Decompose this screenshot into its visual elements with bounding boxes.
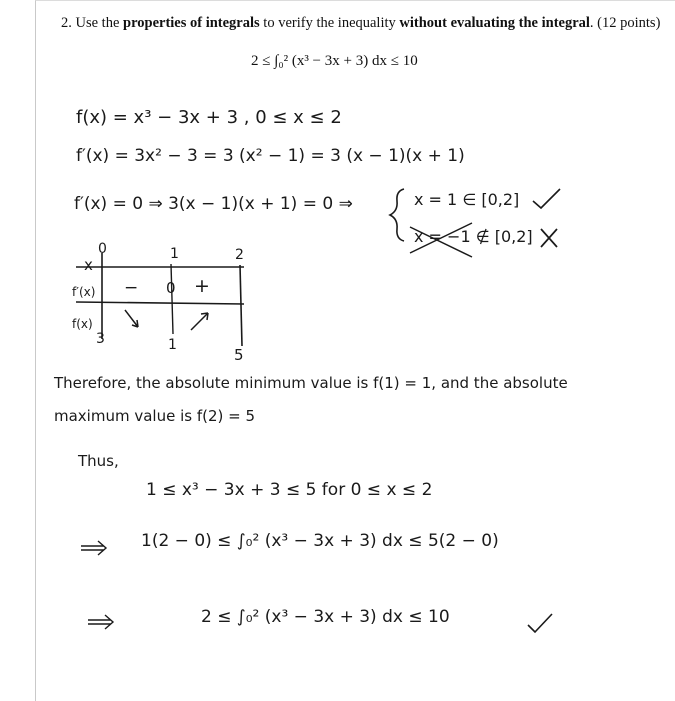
ink-strokes [36,1,675,701]
table-sign-positive: + [194,275,210,297]
implies-arrow-2 [88,615,113,629]
integral-step-2: 2 ≤ ∫₀² (x³ − 3x + 3) dx ≤ 10 [201,607,450,627]
table-x-0: 0 [98,241,107,257]
problem-text-3: . (12 points) [589,15,661,31]
document-page [35,0,675,701]
problem-text-2: to verify the inequality [263,15,396,31]
final-check-mark-icon [528,614,552,632]
table-f-label: f(x) [72,317,93,331]
table-sign-negative: − [124,278,139,298]
table-x-2: 2 [235,247,244,263]
bound-line: 1 ≤ x³ − 3x + 3 ≤ 5 for 0 ≤ x ≤ 2 [146,480,433,500]
table-fprime-label: f′(x) [72,285,96,299]
problem-bold-2: without evaluating the integral [399,15,590,31]
increasing-arrow-icon [191,313,208,330]
critical-case-valid: x = 1 ∈ [0,2] [414,190,520,209]
table-line-center [171,264,173,334]
line-function: f(x) = x³ − 3x + 3 , 0 ≤ x ≤ 2 [76,107,342,128]
table-f-2: 5 [234,346,244,364]
table-sign-zero: 0 [166,279,176,297]
problem-bold-1: properties of integrals [123,15,260,31]
reject-x-icon [541,229,557,247]
table-x-label: x [84,256,93,274]
table-line-right [240,265,242,346]
implies-arrow-1 [81,541,106,555]
line-derivative: f′(x) = 3x² − 3 = 3 (x² − 1) = 3 (x − 1)(x + 1) [76,146,465,166]
problem-text-1: Use the [75,15,120,31]
table-x-1: 1 [170,246,179,262]
check-mark-icon [533,189,560,208]
decreasing-arrow-icon [125,310,138,327]
integral-step-1: 1(2 − 0) ≤ ∫₀² (x³ − 3x + 3) dx ≤ 5(2 − 0) [141,531,499,551]
cross-out-icon [410,223,472,257]
problem-number: 2. [61,15,72,31]
table-f-0: 3 [96,331,105,347]
critical-case-rejected: x = −1 ∉ [0,2] [414,227,533,246]
therefore-line-2: maximum value is f(2) = 5 [54,407,256,425]
therefore-line-1: Therefore, the absolute minimum value is f(1) = 1, and the absolute [54,374,568,392]
cases-brace [390,189,404,241]
problem-inequality: 2 ≤ ∫₀² (x³ − 3x + 3) dx ≤ 10 [251,53,418,69]
line-critical: f′(x) = 0 ⇒ 3(x − 1)(x + 1) = 0 ⇒ [74,194,353,214]
thus-label: Thus, [78,452,119,470]
table-f-1: 1 [168,337,177,353]
